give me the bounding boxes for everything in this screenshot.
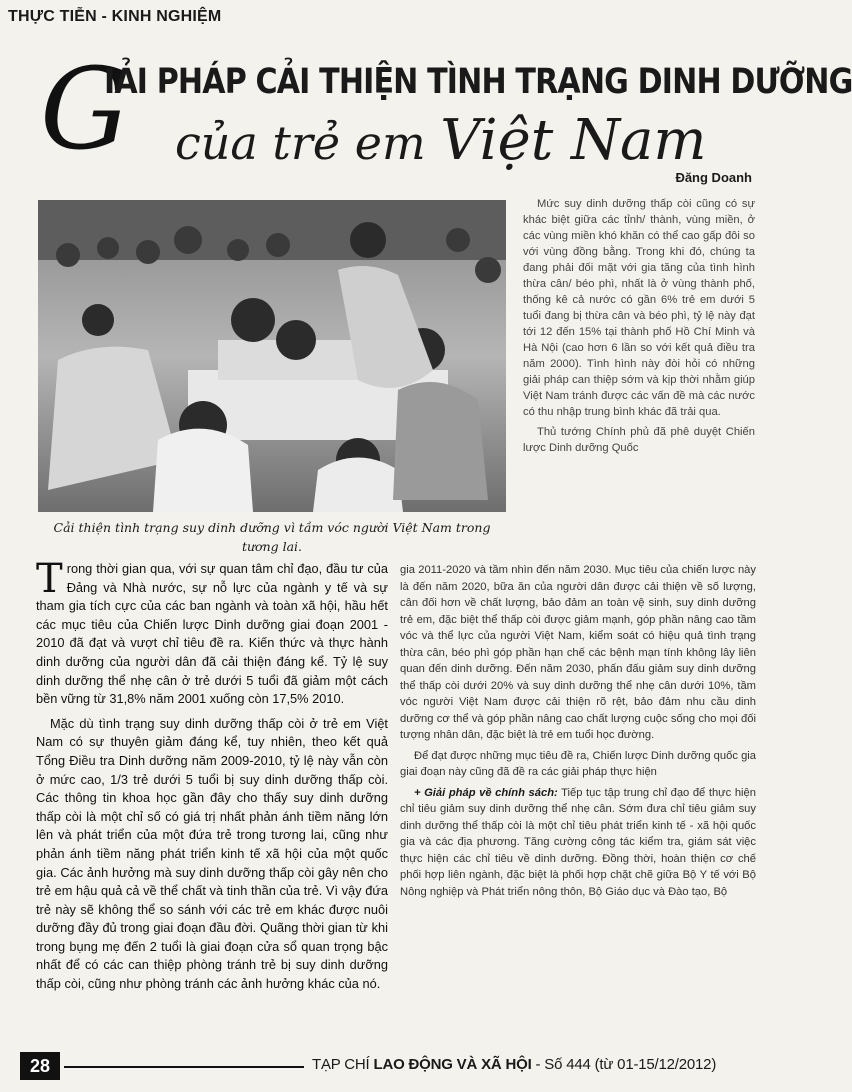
left-paragraph-2: Mặc dù tình trạng suy dinh dưỡng thấp còi ở trẻ em Việt Nam có sự thuyên giảm đáng kể, tuy nhiên, theo kết quả Tổng Điều tra Dinh dưỡng năm 2009-2010, tỷ lệ này vẫn còn ở mức cao, 1/3 trẻ dưới 5 tuổi bị suy dinh dưỡng thấp còi. Các thông tin khoa học gần đây cho thấy suy dinh dưỡng thấp còi là một chỉ số có giá trị nhất phản ánh tiềm năng lớn lên và phát triển của một đứa trẻ trong tương lai, cũng như phản ánh tiềm năng phát triển kinh tế xã hội của một quốc gia. Các ảnh hưởng mà suy dinh dưỡng thấp còi gây nên cho trẻ em hậu quả cả về thể chất và tinh thần của trẻ. Vì vậy đứa trẻ này sẽ không thể so sánh với các trẻ em khác được nuôi dưỡng đầy đủ trong giai đoạn đầu đời. Quãng thời gian từ khi trong bụng mẹ đến 2 tuổi là giai đoạn cửa sổ quan trọng bậc nhất để có các can thiệp phòng tránh trẻ bị suy dinh dưỡng thấp còi, cũng như phòng tránh các ảnh hưởng khác của nó. (36, 715, 388, 992)
lower-right-paragraph-1: gia 2011-2020 và tầm nhìn đến năm 2030. Mục tiêu của chiến lược này là đến năm 2020, bữa ăn của người dân được cải thiện về số lượng, cân đối hơn về chất lượng, bảo đảm an toàn vệ sinh, suy dinh dưỡng trẻ em, đặc biệt thể thấp còi được giảm mạnh, góp phần nâng cao tầm vóc và thể lực của người Việt Nam, kiểm soát có hiệu quả tình trạng thừa cân, béo phì góp phần hạn chế các bệnh mạn tính không lây liên quan đến dinh dưỡng. Đến năm 2030, phấn đấu giảm suy dinh dưỡng thể thấp còi dưới 20% và suy dinh dưỡng thể nhẹ cân dưới 10%, tầm vóc người Việt Nam được cải thiện rõ rệt, bảo đảm nhu cầu dinh dưỡng cơ thể và góp phần nâng cao chất lượng cuộc sống cho mọi đối tượng nhân dân, đặc biệt là trẻ em tuổi học đường. (400, 564, 756, 741)
title-drop-letter: G (40, 45, 130, 175)
lower-right-column (400, 562, 756, 904)
policy-solution-text: Tiếp tục tập trung chỉ đạo để thực hiện chỉ tiêu giảm suy dinh dưỡng thể nhẹ cân. Sớm đưa chỉ tiêu giảm suy dinh dưỡng thể thấp còi là một chỉ tiêu phát triển kinh tế - xã hội quốc gia và các địa phương. Tăng cường công tác kiểm tra, giám sát việc thực hiện các chỉ tiêu về dinh dưỡng. Đồng thời, hoàn thiện cơ chế phối hợp liên ngành, đặc biệt là phối hợp chặt chẽ giữa Bộ Y tế với Bộ Nông nghiệp và Phát triển nông thôn, Bộ Giáo dục và Đào tạo, Bộ (400, 786, 756, 898)
left-paragraph-1-text: rong thời gian qua, với sự quan tâm chỉ đạo, đầu tư của Đảng và Nhà nước, sự nỗ lực của ngành y tế và sự tham gia tích cực của các ban ngành và toàn xã hội, hầu hết các mục tiêu của Chiến lược Dinh dưỡng giai đoạn 2001 - 2010 đã đạt và vượt chỉ tiêu đề ra. Kiến thức và thực hành dinh dưỡng của người dân đã cải thiện đáng kể. Tỷ lệ suy dinh dưỡng thể nhẹ cân ở trẻ dưới 5 tuổi đã giảm một cách bền vững từ 31,8% năm 2001 xuống còn 17,5% 2010. (36, 561, 388, 707)
section-label: THỰC TIỄN - KINH NGHIỆM (8, 8, 222, 25)
left-paragraph-1 (36, 556, 388, 709)
magazine-issue: - Số 444 (từ 01-15/12/2012) (531, 1056, 717, 1073)
page-number: 28 (20, 1052, 60, 1080)
article-photo (38, 200, 506, 512)
title-line-2 (175, 108, 707, 173)
drop-cap: T (36, 556, 63, 602)
title-line-2-part-2: Việt Nam (440, 108, 707, 173)
left-column (36, 556, 388, 1000)
footer-rule (64, 1066, 304, 1068)
right-paragraph-1: Mức suy dinh dưỡng thấp còi cũng có sự khác biệt giữa các tỉnh/ thành, vùng miền, ở các vùng miền khó khăn có thể cao gấp đôi so với vùng đồng bằng. Trong khi đó, chúng ta đang phải đối mặt với gia tăng của tình hình thừa cân/ béo phì, nhất là ở vùng thành phố, thống kê cả nước có gần 6% trẻ em dưới 5 tuổi đang bị thừa cân và béo phì, tỷ lệ này đạt tới 12 đến 15% tại thành phố Hồ Chí Minh và Hà Nội (cao hơn 6 lần so với kết quả điều tra năm 2000). Tình hình này đòi hỏi có những giải pháp can thiệp sớm và kịp thời nhằm giúp Việt Nam tránh được các vấn đề mà các nước có thu nhập trung bình khác đã trải qua. (523, 198, 755, 418)
magazine-prefix: TẠP CHÍ (312, 1056, 374, 1073)
title-line-2-part-1: của trẻ em (175, 116, 441, 170)
magazine-footer (312, 1056, 716, 1073)
author-name: Đăng Doanh (675, 170, 752, 185)
photo-caption: Cải thiện tình trạng suy dinh dưỡng vì tầm vóc người Việt Nam trong tương lai. (53, 520, 491, 554)
right-column (523, 196, 755, 456)
magazine-name: LAO ĐỘNG VÀ XÃ HỘI (373, 1056, 532, 1073)
right-paragraph-2: Thủ tướng Chính phủ đã phê duyệt Chiến lược Dinh dưỡng Quốc (523, 426, 755, 454)
title-line-1: IẢI PHÁP CẢI THIỆN TÌNH TRẠNG DINH DƯỠNG (104, 62, 852, 102)
article-title (0, 45, 852, 175)
lower-right-paragraph-2: Để đạt được những mục tiêu đề ra, Chiến lược Dinh dưỡng quốc gia giai đoạn này cũng đã đề ra các giải pháp thực hiện (400, 749, 756, 778)
lower-right-paragraph-3 (400, 785, 756, 901)
children-eating-photo (38, 200, 506, 512)
policy-solution-label: + Giải pháp về chính sách: (414, 786, 558, 799)
